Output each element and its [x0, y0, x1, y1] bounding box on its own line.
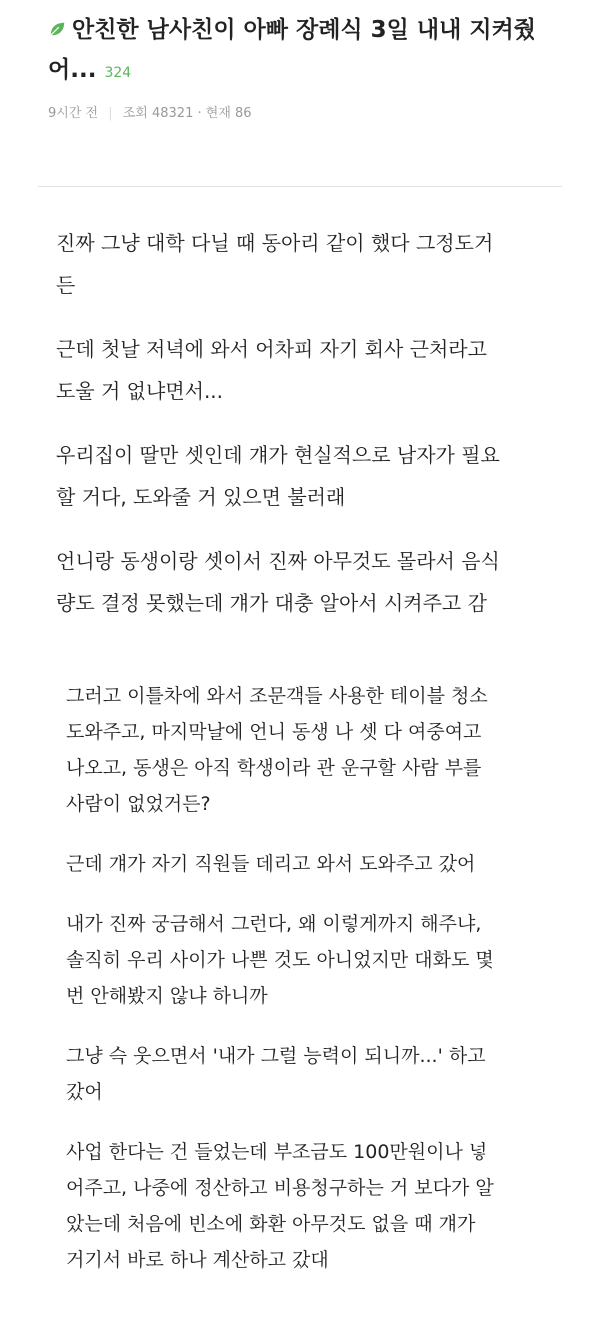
text-line: 내가 진짜 궁금해서 그런다, 왜 이렇게까지 해주냐, — [66, 913, 482, 935]
text-line: 갔어 — [66, 1081, 103, 1103]
text-line: 든 — [56, 273, 76, 297]
post-current-viewers: · 현재 86 — [197, 106, 252, 121]
text-line: 진짜 그냥 대학 다닐 때 동아리 같이 했다 그정도거 — [56, 231, 494, 255]
paragraph — [56, 222, 561, 306]
text-line: 어주고, 나중에 정산하고 비용청구하는 거 보다가 알 — [66, 1177, 494, 1199]
text-line: 우리집이 딸만 셋인데 걔가 현실적으로 남자가 필요 — [56, 443, 500, 467]
meta-separator: | — [108, 106, 113, 121]
paragraph — [66, 906, 561, 1014]
post-time: 9시간 전 — [48, 106, 99, 121]
post-title-line2: 어... — [48, 57, 97, 83]
post-meta — [48, 102, 252, 121]
post-title[interactable] — [48, 10, 568, 93]
text-line: 번 안해봤지 않냐 하니까 — [66, 985, 268, 1007]
paragraph — [66, 1134, 561, 1278]
post-body-section-1 — [56, 222, 561, 646]
text-line: 근데 걔가 자기 직원들 데리고 와서 도와주고 갔어 — [66, 853, 476, 875]
text-line: 언니랑 동생이랑 셋이서 진짜 아무것도 몰라서 음식 — [56, 549, 500, 573]
text-line: 도울 거 없냐면서... — [56, 379, 224, 403]
text-line: 나오고, 동생은 아직 학생이라 관 운구할 사람 부를 — [66, 757, 482, 779]
post-views: 조회 48321 — [122, 106, 194, 121]
comment-count[interactable]: 324 — [104, 65, 132, 81]
text-line: 근데 첫날 저녁에 와서 어차피 자기 회사 근처라고 — [56, 337, 487, 361]
paragraph — [66, 678, 561, 822]
text-line: 할 거다, 도와줄 거 있으면 불러래 — [56, 485, 346, 509]
text-line: 사업 한다는 건 들었는데 부조금도 100만원이나 넣 — [66, 1141, 488, 1163]
text-line: 그러고 이틀차에 와서 조문객들 사용한 테이블 청소 — [66, 685, 488, 707]
paragraph — [56, 434, 561, 518]
post-title-line1: 안친한 남사친이 아빠 장례식 3일 내내 지켜줬 — [72, 17, 536, 43]
text-line: 솔직히 우리 사이가 나쁜 것도 아니었지만 대화도 몇 — [66, 949, 494, 971]
header-divider — [38, 186, 562, 187]
post-body-section-2 — [66, 678, 561, 1302]
paragraph — [66, 846, 561, 882]
text-line: 량도 결정 못했는데 걔가 대충 알아서 시켜주고 감 — [56, 591, 487, 615]
text-line: 사람이 없었거든? — [66, 793, 211, 815]
paragraph — [56, 540, 561, 624]
text-line: 았는데 처음에 빈소에 화환 아무것도 없을 때 걔가 — [66, 1213, 476, 1235]
paragraph — [66, 1038, 561, 1110]
text-line: 그냥 슥 웃으면서 '내가 그럴 능력이 되니까...' 하고 — [66, 1045, 486, 1067]
leaf-icon — [48, 20, 66, 38]
paragraph — [56, 328, 561, 412]
text-line: 도와주고, 마지막날에 언니 동생 나 셋 다 여중여고 — [66, 721, 482, 743]
text-line: 거기서 바로 하나 계산하고 갔대 — [66, 1249, 329, 1271]
